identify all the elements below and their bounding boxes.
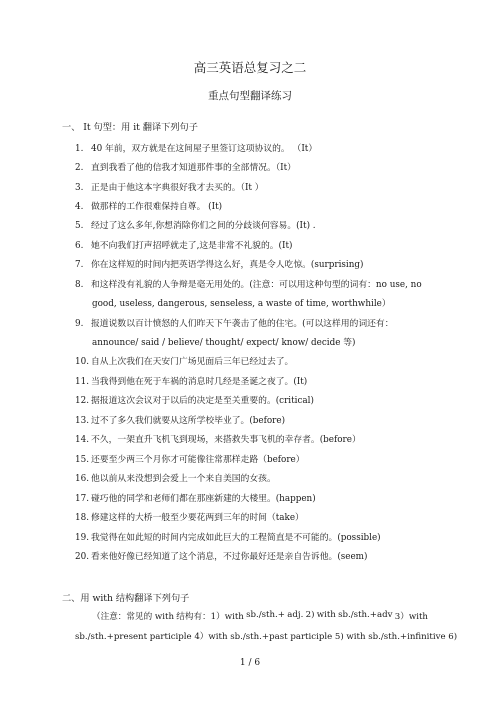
- list-item: [75, 549, 367, 562]
- item-text: 自从上次我们在天安门广场见面后三年已经过去了。: [91, 357, 294, 367]
- list-item: [75, 374, 307, 387]
- item-text: 我觉得在如此短的时间内完成如此巨大的工程简直是不可能的。(possible): [91, 533, 381, 543]
- item-text: 你在这样短的时间内把英语学得这么好，真是令人吃惊。(surprising): [91, 260, 364, 270]
- item-number: 5.: [75, 221, 84, 231]
- note-segment: 2): [305, 610, 315, 620]
- item-text: 过不了多久我们就要从这所学校毕业了。(before): [91, 416, 286, 426]
- item-number: 11.: [75, 377, 89, 387]
- item-text: 做那样的工作很难保持自尊。 (It): [91, 202, 223, 212]
- item-number: 16.: [75, 474, 89, 484]
- item-number: 4.: [75, 202, 84, 212]
- item-number: 3.: [75, 183, 84, 193]
- item-text: 不久，一架直升飞机飞到现场，来搭救失事飞机的幸存者。(before）: [91, 435, 361, 445]
- item-text: 碰巧他的同学和老师们都在那座新建的大楼里。(happen): [91, 494, 316, 504]
- list-item: [75, 199, 222, 212]
- item-text: 他以前从来没想到会爱上一个来自美国的女孩。: [91, 474, 276, 484]
- item-number: 2.: [75, 163, 84, 173]
- list-item: [75, 141, 317, 154]
- item-text: 还要至少两三个月你才可能像往常那样走路（before）: [91, 455, 305, 465]
- item-number: 14.: [75, 435, 89, 445]
- item-number: 6.: [75, 241, 84, 251]
- list-item: [75, 218, 316, 231]
- item-number: 7.: [75, 260, 84, 270]
- item-text: 看来他好像已经知道了这个消息，不过你最好还是亲自告诉他。(seem): [91, 552, 368, 562]
- note-segment: with: [316, 610, 336, 620]
- list-item: [75, 471, 276, 484]
- section-2-heading: 二、用 with 结构翻译下列句子: [62, 593, 190, 604]
- page-number: 1 / 6: [239, 658, 261, 668]
- list-item: [75, 180, 264, 193]
- list-item: [75, 257, 363, 270]
- page-title: 高三英语总复习之二: [193, 60, 307, 75]
- item-number: 8.: [75, 280, 84, 290]
- note-segment: 结构有：1）with: [176, 612, 244, 622]
- list-item: [75, 432, 361, 445]
- item-number: 12.: [75, 396, 89, 406]
- item-text: 和这样没有礼貌的人争辩是毫无用处的。(注意：可以用这种句型的词有：no use, no: [91, 280, 422, 290]
- item-text: 40 年前，双方就是在这间屋子里签订这项协议的。 （It）: [91, 144, 318, 154]
- note-segment: adj.: [287, 610, 304, 620]
- item-number: 10.: [75, 357, 89, 367]
- list-item: [75, 510, 304, 523]
- list-item: [75, 354, 293, 367]
- list-item: [75, 491, 316, 504]
- item-continuation: announce/ said / believe/ thought/ expect/ know/ decide 等): [92, 338, 356, 348]
- note-segment: sb./sth.+adv: [338, 610, 393, 620]
- note-segment: （注意：常见的 with: [92, 612, 174, 622]
- note-segment: sb./sth.+: [246, 610, 285, 620]
- list-item: [75, 238, 292, 251]
- item-continuation: good, useless, dangerous, senseless, a waste of time, worthwhile）: [92, 299, 391, 309]
- note-segment: 3）with: [394, 612, 428, 622]
- item-number: 15.: [75, 455, 89, 465]
- item-text: 经过了这么多年,你想消除你们之间的分歧谈何容易。(It) .: [91, 221, 316, 231]
- list-item: [75, 393, 314, 406]
- note-continuation: sb./sth.+present participle 4）with sb./sth.+past participle 5) with sb./sth.+infinitive 6): [75, 632, 458, 642]
- item-text: 她不向我们打声招呼就走了,这是非常不礼貌的。(It): [91, 241, 293, 251]
- note-line: [92, 610, 428, 622]
- item-text: 据报道这次会议对于以后的决定是至关重要的。(critical): [91, 396, 314, 406]
- list-item: [75, 413, 285, 426]
- item-number: 20.: [75, 552, 89, 562]
- item-number: 17.: [75, 494, 89, 504]
- list-item: [75, 316, 394, 329]
- item-number: 18.: [75, 513, 89, 523]
- item-number: 13.: [75, 416, 89, 426]
- item-text: 报道说数以百计愤怒的人们昨天下午袭击了他的住宅。(可以这样用的词还有：: [91, 319, 394, 329]
- list-item: [75, 160, 296, 173]
- item-text: 正是由于他这本字典很好我才去买的。（It ）: [91, 183, 264, 193]
- page-subtitle: 重点句型翻译练习: [208, 90, 292, 102]
- item-text: 当我得到他在死于车祸的消息时几经是圣诞之夜了。(It): [91, 377, 308, 387]
- list-item: [75, 530, 381, 543]
- list-item: [75, 277, 422, 290]
- section-1-heading: 一、 It 句型：用 it 翻译下列句子: [62, 122, 198, 133]
- list-item: [75, 452, 305, 465]
- item-number: 9.: [75, 319, 84, 329]
- item-text: 直到我看了他的信我才知道那件事的全部情况。（It）: [91, 163, 296, 173]
- item-number: 1.: [75, 144, 84, 154]
- item-number: 19.: [75, 533, 89, 543]
- item-text: 修建这样的大桥一般至少要花两到三年的时间（take）: [91, 513, 304, 523]
